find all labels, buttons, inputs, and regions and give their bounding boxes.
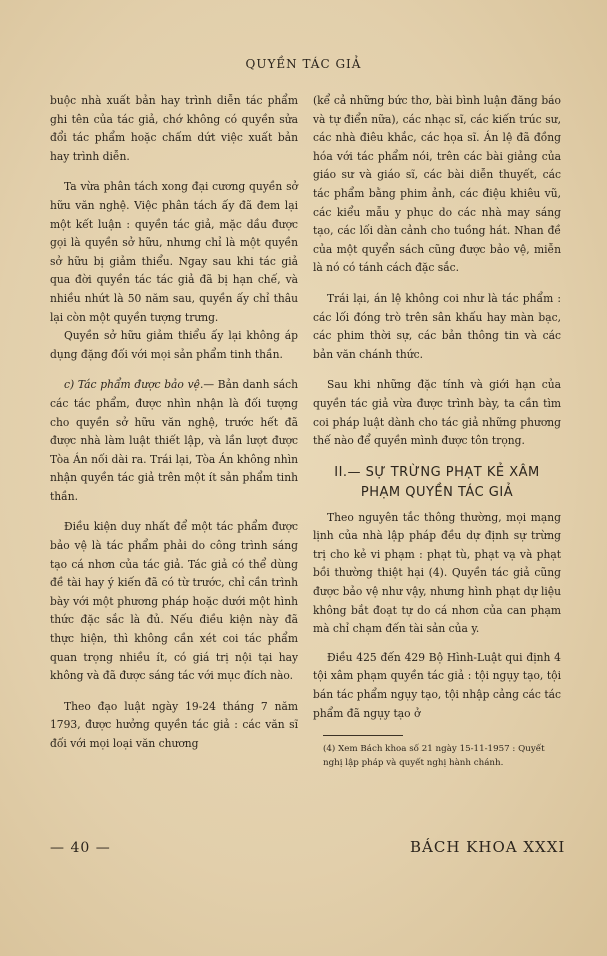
running-title: QUYỀN TÁC GIẢ — [245, 57, 362, 71]
journal-name: BÁCH KHOA XXXI — [410, 838, 566, 856]
paragraph: Điều 425 đến 429 Bộ Hình-Luật qui định 4 tội xâm phạm quyền tác giả : tội ngụy tạo, tội bán tác phẩm ngụy tạo, tội nhập cảng các tác phẩm đã ngụy tạo ở — [313, 650, 561, 720]
paragraph: Ta vừa phân tách xong đại cương quyền sở hữu văn nghệ. Việc phân tách ấy đã đem lại một kết luận : quyền tác giả, mặc dầu được gọi là quyền sở hữu, nhưng chỉ là một quyền sở hữu bị giảm thiểu. Ngay sau khi tác giả qua đời quyền tác tác giả đã bị hạn chế, và nhiều nhứt là 50 năm sau, quyền ấy chỉ thâu lại còn một quyền tượng trưng. — [50, 180, 298, 324]
paragraph: Trái lại, án lệ không coi như là tác phẩm : các lối đóng trò trên sân khấu hay màn bạc, các phim thời sự, các bản thông tin và các bản văn chánh thức. — [313, 291, 561, 361]
section-heading: II.— SỰ TRỪNG PHẠT KẺ XÂM PHẠM QUYỀN TÁC GIẢ — [334, 464, 540, 500]
paragraph: Theo đạo luật ngày 19-24 tháng 7 năm 1793, được hưởng quyền tác giả : các văn sĩ đối với mọi loại văn chương — [50, 699, 298, 750]
paragraph: Điều kiện duy nhất để một tác phẩm được bảo vệ là tác phẩm phải do công trình sáng tạo cá nhơn của tác giả. Tác giả có thể dùng đề tài hay ý kiến đã có từ trước, chỉ cần trình bày với một phương pháp hoặc dưới một hình thức đặc sắc là đủ. Nếu điều kiện này đã thực hiện, thì không cần xét coi tác phẩm quan trọng nhiều ít, có giá trị nội tại hay không và đã được sáng tác với mục đích nào. — [50, 520, 298, 683]
paragraph — [50, 376, 298, 506]
paragraph: Sau khi những đặc tính và giới hạn của quyền tác giả vừa được trình bày, ta cần tìm coi pháp luật dành cho tác giả những phương thế nào để quyền mình được tôn trọng. — [313, 378, 561, 448]
right-column — [313, 92, 561, 770]
left-column — [50, 92, 298, 754]
paragraph: (kể cả những bức thơ, bài bình luận đăng báo và tự điển nữa), các nhạc sĩ, các kiến trúc sư, các nhà điêu khắc, các họa sĩ. Án lệ đã đồng hóa với tác phẩm nói, trên các bài giảng của giáo sư và giáo sĩ, các bài diễn thuyết, các tác phẩm bằng phim ảnh, các điệu khiêu vũ, các kiểu mẫu y phục do các nhà may sáng tạo, các lối dàn cảnh cho tuồng hát. Nhan đề của một quyển sách cũng được bảo vệ, miễn là nó có tánh cách đặc sắc. — [313, 94, 561, 275]
paragraph: Quyền sở hữu giảm thiểu ấy lại không áp dụng đặng đối với mọi sản phẩm tinh thần. — [50, 329, 298, 361]
paragraph-text: Bản danh sách các tác phẩm, được nhìn nhận là đối tượng cho quyền sở hữu văn nghệ, trước hết đã được nhà làm luật thiết lập, và lần lượt được Tòa Án nối dài ra. Trái lại, Tòa Án không nhìn nhận quyền tác giả trên một ít sản phẩm tinh thần. — [50, 378, 298, 503]
footnote-divider — [323, 735, 403, 736]
subsection-label: c) Tác phẩm được bảo vệ.— — [64, 378, 215, 392]
page-number: — 40 — — [50, 840, 111, 856]
paragraph: buộc nhà xuất bản hay trình diễn tác phẩm ghi tên của tác giả, chớ không có quyền sửa đổi tác phẩm hoặc chấm dứt việc xuất bản hay trình diễn. — [50, 94, 298, 163]
footnote: (4) Xem Bách khoa số 21 ngày 15-11-1957 : Quyết nghị lập pháp và quyết nghị hành chánh. — [323, 744, 545, 769]
paragraph: Theo nguyên tắc thông thường, mọi mạng lịnh của nhà lập pháp đều dự định sự trừng trị cho kẻ vi phạm : phạt tù, phạt vạ và phạt bồi thường thiệt hại (4). Quyền tác giả cũng được bảo vệ như vậy, nhưng hình phạt dự liệu không bắt đoạt tự do cá nhơn của can phạm mà chỉ chạm đến tài sản của y. — [313, 510, 561, 636]
